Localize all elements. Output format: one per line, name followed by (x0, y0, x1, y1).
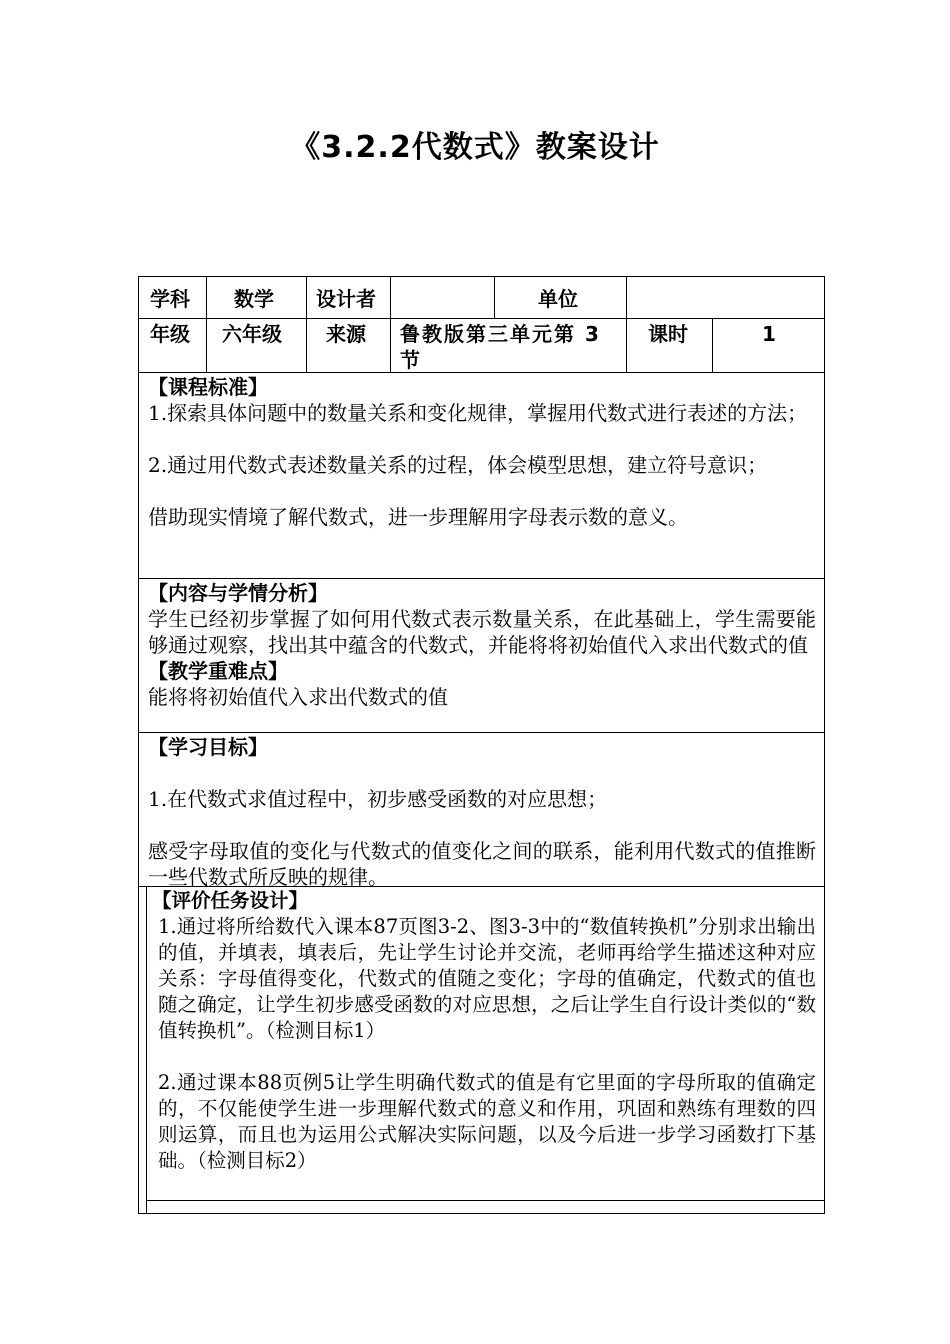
key-points-text: 能将将初始值代入求出代数式的值 (148, 685, 448, 709)
evaluation-item-2: 2.通过课本88页例5让学生明确代数式的值是有它里面的字母所取的值确定的，不仅能使学生进一步理解代数式的意义和作用，巩固和熟练有理数的四则运算，而且也为运用公式解决实际问题，以及今后进一步学习函数打下基础。（检测目标2） (158, 1071, 816, 1172)
analysis-section (148, 580, 816, 710)
goals-heading: 【学习目标】 (148, 735, 268, 759)
designer-label: 设计者 (316, 287, 376, 311)
analysis-text: 学生已经初步掌握了如何用代数式表示数量关系，在此基础上，学生需要能够通过观察，找出其中蕴含的代数式，并能将将初始值代入求出代数式的值 (148, 607, 816, 657)
standard-item-3: 借助现实情境了解代数式，进一步理解用字母表示数的意义。 (148, 505, 688, 529)
grade-value: 六年级 (222, 322, 282, 346)
goal-item-2: 感受字母取值的变化与代数式的值变化之间的联系，能利用代数式的值推断一些代数式所反映的规律。 (148, 839, 816, 889)
page-title: 《3.2.2代数式》教案设计 (290, 130, 660, 165)
col-divider (390, 276, 391, 372)
subject-value: 数学 (234, 287, 274, 311)
col-divider (206, 276, 207, 372)
course-standard-heading: 【课程标准】 (148, 375, 268, 399)
row-divider (138, 318, 825, 319)
unit-label: 单位 (538, 287, 578, 311)
evaluation-item-1: 1.通过将所给数代入课本87页图3-2、图3-3中的“数值转换机”分别求出输出的值，并填表，填表后，先让学生讨论并交流，老师再给学生描述这种对应关系：字母值得变化，代数式的值随之变化；字母的值确定，代数式的值也随之确定，让学生初步感受函数的对应思想，之后让学生自行设计类似的“数值转换机”。（检测目标1） (158, 915, 816, 1042)
col-divider (712, 318, 713, 372)
goals-section (148, 734, 816, 890)
col-divider (306, 276, 307, 372)
key-points-heading: 【教学重难点】 (148, 659, 288, 683)
col-divider (494, 276, 495, 318)
course-standard-section (148, 374, 816, 530)
subject-label: 学科 (150, 287, 190, 311)
row-divider (138, 732, 825, 733)
period-label: 课时 (648, 322, 688, 346)
col-divider (146, 886, 147, 1214)
evaluation-heading: 【评价任务设计】 (152, 889, 309, 912)
source-label: 来源 (326, 322, 366, 346)
source-value (400, 321, 622, 373)
col-divider (626, 276, 627, 372)
goal-item-1: 1.在代数式求值过程中，初步感受函数的对应思想； (148, 787, 608, 811)
row-divider (146, 1200, 825, 1201)
row-divider (138, 578, 825, 579)
analysis-heading: 【内容与学情分析】 (148, 581, 328, 605)
period-value: 1 (762, 322, 776, 346)
evaluation-section (152, 888, 816, 1174)
source-value-line2: 节 (400, 348, 422, 372)
standard-item-1: 1.探索具体问题中的数量关系和变化规律，掌握用代数式进行表述的方法； (148, 401, 808, 425)
grade-label: 年级 (150, 322, 190, 346)
standard-item-2: 2.通过用代数式表述数量关系的过程，体会模型思想，建立符号意识； (148, 453, 768, 477)
source-value-line1: 鲁教版第三单元第 3 (400, 322, 601, 346)
